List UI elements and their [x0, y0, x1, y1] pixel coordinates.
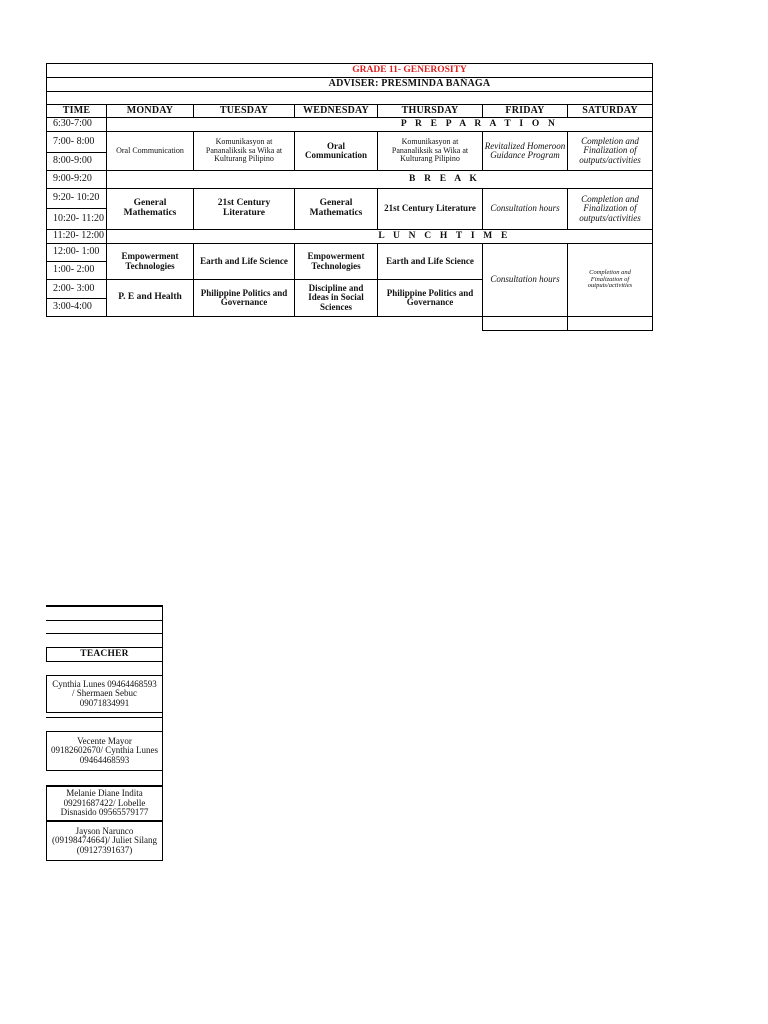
grade-title: GRADE 11- GENEROSITY	[352, 64, 467, 75]
col-header-saturday: SATURDAY	[582, 104, 638, 116]
col-header-friday: FRIDAY	[505, 104, 545, 116]
class-cell: Discipline and Ideas in Social Sciences	[308, 282, 364, 312]
class-cell: Revitalized Homeroon Guidance Program	[484, 140, 566, 160]
col-header-tuesday: TUESDAY	[219, 104, 269, 116]
class-cell: Oral Communication	[304, 140, 367, 160]
rule	[567, 131, 568, 171]
rule	[46, 717, 163, 718]
col-header-thursday: THURSDAY	[401, 104, 459, 116]
class-cell: Empowerment Technologies	[307, 251, 365, 271]
time-cell: 10:20- 11:20	[53, 212, 105, 224]
class-cell: Earth and Life Science	[200, 255, 288, 266]
class-cell: Completion and Finalization of outputs/activities	[579, 193, 641, 223]
class-cell: General Mathematics	[309, 198, 363, 218]
rule	[46, 316, 482, 317]
class-cell: 21st Century Literature	[217, 198, 271, 218]
rule	[294, 243, 295, 317]
time-cell: 12:00- 1:00	[53, 246, 100, 258]
class-cell: P. E and Health	[118, 292, 182, 303]
teacher-entry: Jayson Narunco (09198474664)/ Juliet Silang (09127391637)	[46, 821, 163, 861]
col-header-time: TIME	[62, 104, 91, 116]
class-cell: Consultation hours	[490, 274, 560, 285]
adviser-title: ADVISER: PRESMINDA BAÑAGA	[328, 78, 491, 90]
time-cell: 6:30-7:00	[53, 118, 92, 130]
preparation-row: P R E P A R A T I O N	[400, 118, 559, 129]
rule	[652, 63, 653, 331]
class-cell: Philippine Politics and Governance	[200, 287, 288, 307]
col-header-wednesday: WEDNESDAY	[303, 104, 369, 116]
class-cell: Completion and Finalization of outputs/activities	[587, 268, 633, 290]
rule	[294, 188, 295, 230]
rule	[46, 605, 163, 607]
time-cell: 9:00-9:20	[53, 173, 92, 185]
teacher-entry: Cynthia Lunes 09464468593 / Shermaen Sebuc 09071834991	[46, 675, 163, 713]
time-cell: 7:00- 8:00	[53, 135, 95, 147]
teacher-entry: Vecente Mayor 09182602670/ Cynthia Lunes 09464468593	[46, 731, 163, 771]
class-cell: Komunikasyon at Pananaliksik sa Wika at Kulturang Pilipino	[391, 137, 469, 164]
time-cell: 3:00-4:00	[53, 301, 92, 313]
rule	[193, 131, 194, 171]
rule	[567, 243, 568, 331]
time-cell: 8:00-9:00	[53, 155, 92, 167]
class-cell: 21st Century Literature	[384, 203, 476, 214]
rule	[46, 620, 163, 621]
rule	[567, 188, 568, 230]
break-row: B R E A K	[408, 173, 481, 184]
class-cell: Earth and Life Science	[386, 255, 474, 266]
class-cell: Komunikasyon at Pananaliksik sa Wika at Kulturang Pilipino	[205, 137, 283, 164]
rule	[193, 188, 194, 230]
class-cell: Philippine Politics and Governance	[386, 287, 474, 307]
teacher-entry: Melanie Diane Indita 09291687422/ Lobelle Disnasido 09565579177	[46, 786, 163, 821]
class-cell: General Mathematics	[123, 198, 177, 218]
class-cell: Empowerment Technologies	[121, 251, 179, 271]
time-cell: 2:00- 3:00	[53, 282, 95, 294]
time-cell: 11:20- 12:00	[53, 230, 105, 242]
rule	[46, 633, 163, 634]
class-cell: Oral Communication	[116, 145, 184, 155]
teacher-header: TEACHER	[46, 647, 163, 662]
time-cell: 1:00- 2:00	[53, 264, 95, 276]
col-header-monday: MONDAY	[126, 104, 174, 116]
class-cell: Consultation hours	[490, 203, 560, 214]
time-cell: 9:20- 10:20	[53, 192, 100, 204]
rule	[46, 91, 653, 92]
rule	[377, 131, 378, 171]
lunch-row: L U N C H T I M E	[378, 230, 511, 241]
class-cell: Completion and Finalization of outputs/activities	[579, 135, 641, 165]
rule	[482, 131, 483, 171]
